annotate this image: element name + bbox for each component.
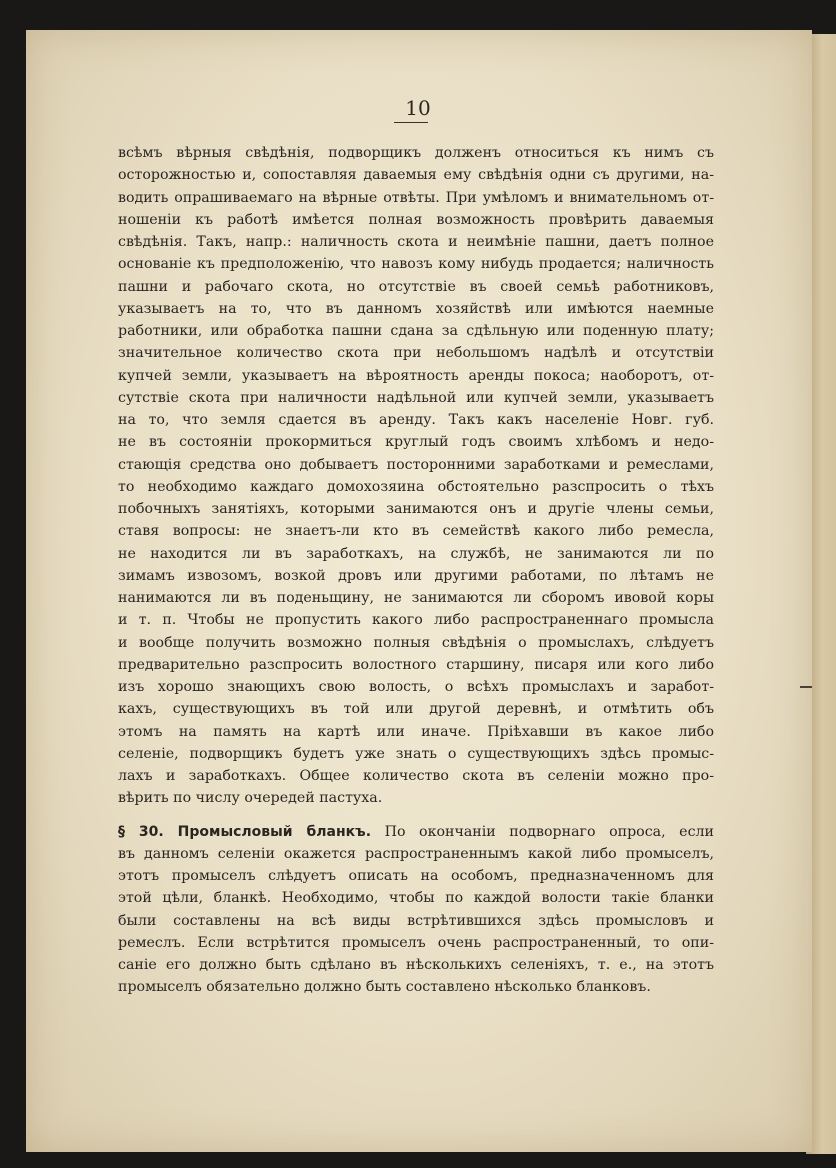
text-line: были составлены на всѣ виды встрѣтившихся здѣсь промысловъ и	[118, 912, 714, 929]
text-line: пашни и рабочаго скота, но отсутствіе въ своей семьѣ работниковъ,	[118, 278, 714, 295]
paragraph-gap	[118, 810, 714, 821]
text-line: значительное количество скота при небольшомъ надѣлѣ и отсутствіи	[118, 345, 714, 362]
text-line: изъ хорошо знающихъ свою волость, о всѣхъ промыслахъ и заработ-	[118, 679, 714, 695]
text-line: и т. п. Чтобы не пропустить какого либо распространеннаго промысла	[118, 612, 714, 629]
text-line: свѣдѣнія. Такъ, напр.: наличность скота и неимѣніе пашни, даетъ полное	[118, 234, 714, 250]
text-line: зимамъ извозомъ, возкой дровъ или другими работами, по лѣтамъ не	[118, 567, 714, 584]
text-line: на то, что земля сдается въ аренду. Такъ какъ населеніе Новг. губ.	[118, 412, 714, 428]
section-first-line-text: По окончаніи подворнаго опроса, если	[384, 823, 714, 840]
text-line: ставя вопросы: не знаетъ-ли кто въ семействѣ какого либо ремесла,	[118, 523, 714, 540]
text-line: побочныхъ занятіяхъ, которыми занимаются онъ и другіе члены семьи,	[118, 501, 714, 517]
text-line: работники, или обработка пашни сдана за сдѣльную или поденную плату;	[118, 323, 714, 339]
text-line: лахъ и заработкахъ. Общее количество скота въ селеніи можно про-	[118, 768, 714, 784]
text-line: не находится ли въ заработкахъ, на службѣ, не занимаются ли по	[118, 545, 714, 562]
section-30-paragraph	[118, 821, 714, 999]
text-line: ношеніи къ работѣ имѣется полная возможность провѣрить даваемыя	[118, 211, 714, 228]
text-line: вѣрить по числу очередей пастуха.	[118, 790, 383, 807]
text-line: ремеслъ. Если встрѣтится промыселъ очень распространенный, то опи-	[118, 934, 714, 951]
text-line: этой цѣли, бланкѣ. Необходимо, чтобы по каждой волости такіе бланки	[118, 890, 714, 907]
text-line: предварительно разспросить волостного старшину, писаря или кого либо	[118, 656, 714, 673]
text-line: стающія средства оно добываетъ посторонними заработками и ремеслами,	[118, 456, 714, 473]
margin-mark	[800, 686, 812, 688]
text-line: и вообще получить возможно полныя свѣдѣнія о промыслахъ, слѣдуетъ	[118, 634, 714, 651]
text-line: саніе его должно быть сдѣлано въ нѣсколькихъ селеніяхъ, т. е., на этотъ	[118, 957, 714, 973]
body-text	[118, 142, 714, 999]
text-line: селеніе, подворщикъ будетъ уже знать о существующихъ здѣсь промыс-	[118, 745, 714, 762]
text-line: нанимаются ли въ поденьщину, не занимаются ли сборомъ ивовой коры	[118, 590, 714, 606]
text-line: всѣмъ вѣрныя свѣдѣнія, подворщикъ долженъ относиться къ нимъ съ	[118, 145, 714, 161]
paragraph-1	[118, 142, 714, 810]
page-number-rule	[394, 122, 428, 123]
text-line: осторожностью и, сопоставляя даваемыя ему свѣдѣнія одни съ другими, на-	[118, 167, 714, 184]
text-line	[118, 821, 714, 843]
text-line: этотъ промыселъ слѣдуетъ описать на особомъ, предназначенномъ для	[118, 868, 714, 884]
text-line: сутствіе скота при наличности надѣльной или купчей земли, указываетъ	[118, 389, 714, 406]
text-line: кахъ, существующихъ въ той или другой деревнѣ, и отмѣтить объ	[118, 701, 714, 718]
text-line: купчей земли, указываетъ на вѣроятность аренды покоса; наоборотъ, от-	[118, 367, 714, 384]
text-line: то необходимо каждаго домохозяина обстоятельно разспросить о тѣхъ	[118, 478, 714, 495]
page-number: 10	[405, 96, 431, 120]
text-line: указываетъ на то, что въ данномъ хозяйствѣ или имѣются наемные	[118, 300, 714, 317]
text-line: водить опрашиваемаго на вѣрные отвѣты. При умѣломъ и внимательномъ от-	[118, 189, 714, 206]
text-line: основаніе къ предположенію, что навозъ кому нибудь продается; наличность	[118, 256, 714, 273]
text-line: не въ состояніи прокормиться круглый годъ своимъ хлѣбомъ и недо-	[118, 434, 714, 451]
section-heading: § 30. Промысловый бланкъ.	[118, 823, 372, 840]
text-line: въ данномъ селеніи окажется распространеннымъ какой либо промыселъ,	[118, 845, 714, 862]
text-line: этомъ на память на картѣ или иначе. Пріѣхавши въ какое либо	[118, 723, 714, 740]
text-line: промыселъ обязательно должно быть составлено нѣсколько бланковъ.	[118, 979, 651, 996]
